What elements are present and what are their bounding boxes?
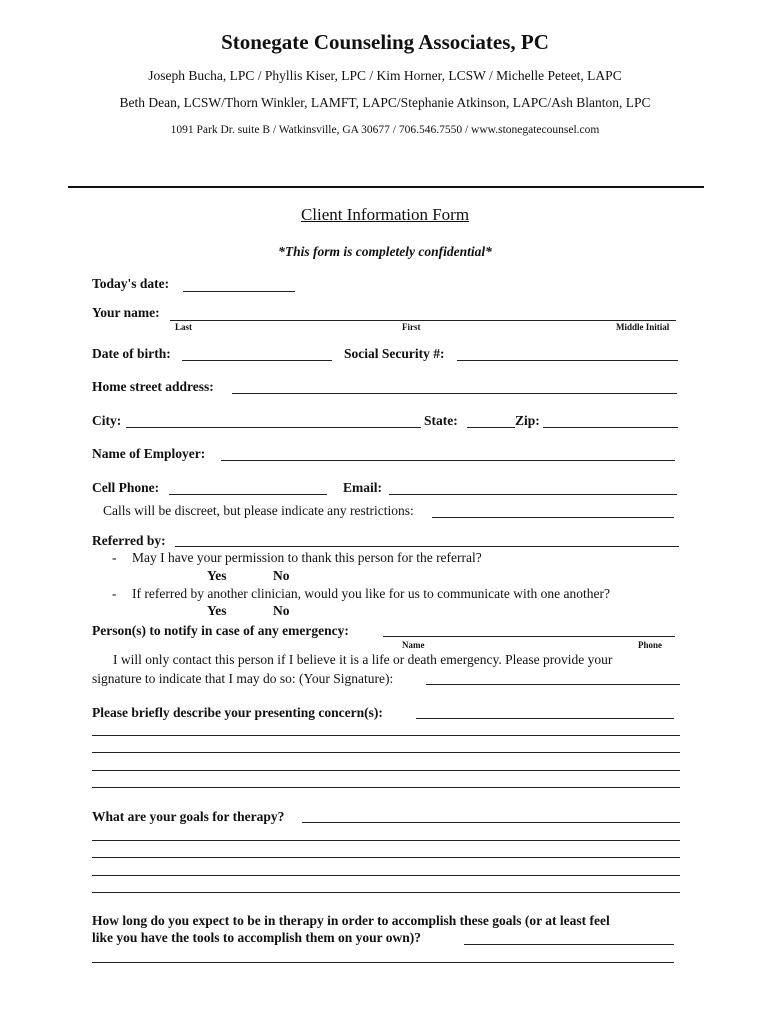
communicate-yes-option[interactable]: Yes xyxy=(207,603,227,618)
city-label: City: xyxy=(92,413,122,428)
ssn-label: Social Security #: xyxy=(344,346,445,361)
therapy-goals-line[interactable] xyxy=(92,857,680,858)
emergency-contact-field[interactable] xyxy=(383,636,675,637)
referred-by-label: Referred by: xyxy=(92,533,166,548)
bullet-dash: - xyxy=(112,550,117,565)
therapy-goals-line[interactable] xyxy=(92,875,680,876)
cell-phone-label: Cell Phone: xyxy=(92,480,160,495)
therapy-duration-question-line-1: How long do you expect to be in therapy in order to accomplish these goals (or at least feel xyxy=(92,913,610,928)
presenting-concern-label: Please briefly describe your presenting concern(s): xyxy=(92,705,383,720)
permission-no-option[interactable]: No xyxy=(273,568,290,583)
therapy-goals-field[interactable] xyxy=(302,822,680,823)
presenting-concern-line[interactable] xyxy=(92,770,680,771)
your-name-field[interactable] xyxy=(170,320,676,321)
your-name-label: Your name: xyxy=(92,305,160,320)
referred-by-field[interactable] xyxy=(175,546,679,547)
dob-field[interactable] xyxy=(182,360,332,361)
cell-phone-field[interactable] xyxy=(169,494,327,495)
emergency-contact-label: Person(s) to notify in case of any emergency: xyxy=(92,623,349,638)
city-field[interactable] xyxy=(126,427,421,428)
calls-restriction-field[interactable] xyxy=(432,517,674,518)
therapy-duration-question-line-2: like you have the tools to accomplish them on your own)? xyxy=(92,930,422,945)
therapy-duration-line[interactable] xyxy=(92,962,674,963)
employer-field[interactable] xyxy=(221,460,675,461)
ssn-field[interactable] xyxy=(457,360,678,361)
employer-label: Name of Employer: xyxy=(92,446,206,461)
home-address-label: Home street address: xyxy=(92,379,214,394)
email-field[interactable] xyxy=(389,494,677,495)
form-title: Client Information Form xyxy=(300,205,470,224)
presenting-concern-field[interactable] xyxy=(416,718,674,719)
clinicians-line-1: Joseph Bucha, LPC / Phyllis Kiser, LPC / Kim Horner, LCSW / Michelle Peteet, LAPC xyxy=(148,68,622,83)
emergency-note-line-2: signature to indicate that I may do so: (Your Signature): xyxy=(92,671,394,686)
name-last-caption: Last xyxy=(175,322,193,332)
communicate-no-option[interactable]: No xyxy=(273,603,290,618)
name-first-caption: First xyxy=(402,322,421,332)
state-field[interactable] xyxy=(467,427,515,428)
therapy-goals-label: What are your goals for therapy? xyxy=(92,809,285,824)
zip-label: Zip: xyxy=(515,413,540,428)
email-label: Email: xyxy=(343,480,382,495)
todays-date-field[interactable] xyxy=(183,291,295,292)
communicate-question: If referred by another clinician, would you like for us to communicate with one another? xyxy=(132,586,610,601)
home-address-field[interactable] xyxy=(232,393,677,394)
name-middle-caption: Middle Initial xyxy=(616,322,670,332)
therapy-goals-line[interactable] xyxy=(92,840,680,841)
state-label: State: xyxy=(424,413,458,428)
todays-date-label: Today's date: xyxy=(92,276,170,291)
calls-restriction-label: Calls will be discreet, but please indicate any restrictions: xyxy=(103,503,414,518)
permission-question: May I have your permission to thank this person for the referral? xyxy=(132,550,482,565)
presenting-concern-line[interactable] xyxy=(92,735,680,736)
practice-name: Stonegate Counseling Associates, PC xyxy=(221,30,549,54)
emergency-phone-caption: Phone xyxy=(638,640,663,650)
dob-label: Date of birth: xyxy=(92,346,171,361)
therapy-duration-field[interactable] xyxy=(464,944,674,945)
clinicians-line-2: Beth Dean, LCSW/Thorn Winkler, LAMFT, LAPC/Stephanie Atkinson, LAPC/Ash Blanton, LPC xyxy=(119,95,651,110)
permission-yes-option[interactable]: Yes xyxy=(207,568,227,583)
presenting-concern-line[interactable] xyxy=(92,752,680,753)
header-divider xyxy=(68,186,704,188)
signature-field[interactable] xyxy=(426,684,680,685)
presenting-concern-line[interactable] xyxy=(92,787,680,788)
therapy-goals-line[interactable] xyxy=(92,892,680,893)
address-line: 1091 Park Dr. suite B / Watkinsville, GA 30677 / 706.546.7550 / www.stonegatecounsel.com xyxy=(170,124,600,136)
emergency-note-line-1: I will only contact this person if I believe it is a life or death emergency. Please provide your xyxy=(113,652,613,667)
zip-field[interactable] xyxy=(543,427,678,428)
bullet-dash: - xyxy=(112,586,117,601)
confidential-note: *This form is completely confidential* xyxy=(278,244,492,259)
emergency-name-caption: Name xyxy=(402,640,425,650)
